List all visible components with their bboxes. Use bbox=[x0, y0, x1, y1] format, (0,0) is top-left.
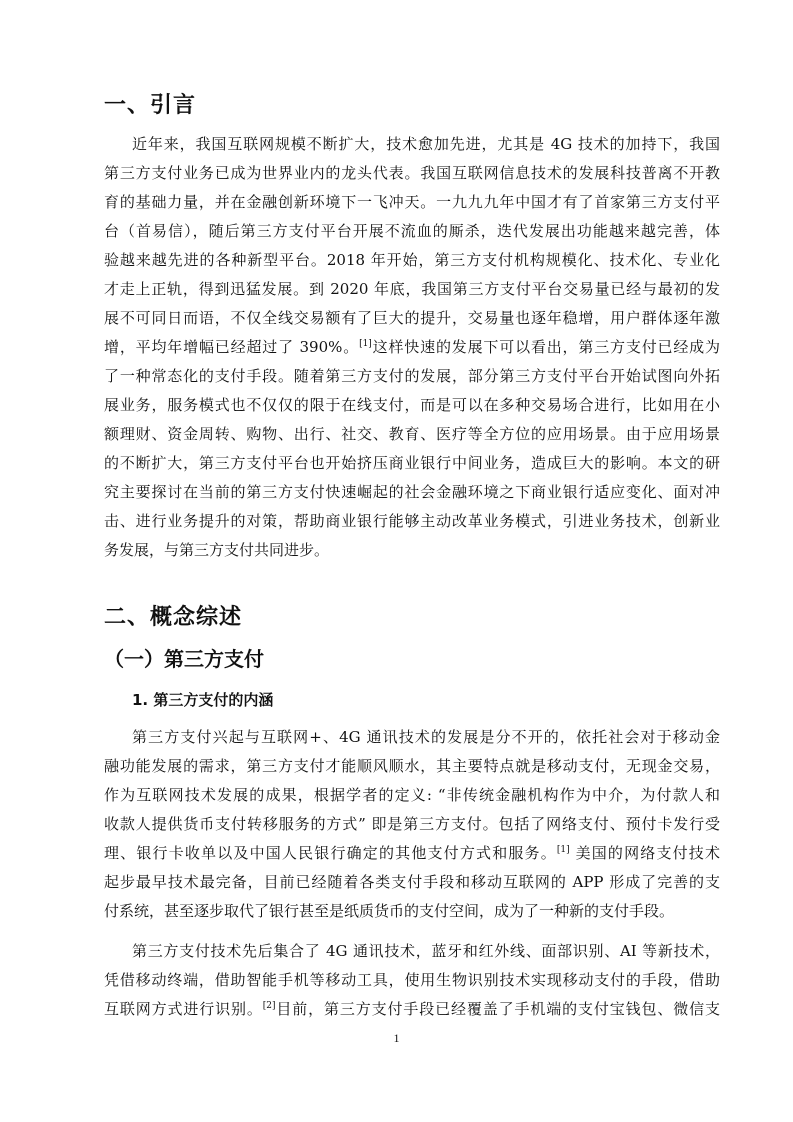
text-line: 额理财、资金周转、购物、出行、社交、教育、医疗等全方位的应用场景。由于应用场景 bbox=[104, 425, 720, 443]
heading-connotation: 1. 第三方支付的内涵 bbox=[132, 691, 274, 709]
heading-introduction: 一、引言 bbox=[104, 93, 197, 118]
text-line: 增，平均年增幅已经超过了 390%。[1]这样快速的发展下可以看出，第三方支付已经成为 bbox=[104, 338, 720, 356]
text-line: 的不断扩大，第三方支付平台也开始挤压商业银行中间业务，造成巨大的影响。本文的研 bbox=[104, 454, 720, 472]
text-line: 验越来越先进的各种新型平台。2018 年开始，第三方支付机构规模化、技术化、专业化 bbox=[104, 251, 720, 269]
heading-third-party-payment: （一）第三方支付 bbox=[104, 647, 264, 671]
text-line: 互联网方式进行识别。[2]目前，第三方支付手段已经覆盖了手机端的支付宝钱包、微信支 bbox=[104, 1000, 720, 1018]
paragraph-introduction bbox=[104, 130, 720, 565]
text-line: 理、银行卡收单以及中国人民银行确定的其他支付方式和服务。[1] 美国的网络支付技术 bbox=[104, 844, 720, 862]
text-line: 第三方支付技术先后集合了 4G 通讯技术，蓝牙和红外线、面部识别、AI 等新技术， bbox=[132, 942, 720, 960]
page-number: 1 bbox=[393, 1031, 400, 1045]
text-line: 务发展，与第三方支付共同进步。 bbox=[104, 541, 330, 559]
paragraph-technology bbox=[104, 937, 720, 1024]
text-line: 收款人提供货币支付转移服务的方式” 即是第三方支付。包括了网络支付、预付卡发行受 bbox=[104, 815, 720, 833]
text-line: 才走上正轨，得到迅猛发展。到 2020 年底，我国第三方支付平台交易量已经与最初的发 bbox=[104, 280, 720, 298]
text-line: 了一种常态化的支付手段。随着第三方支付的发展，部分第三方支付平台开始试图向外拓 bbox=[104, 367, 720, 385]
heading-concept-overview: 二、概念综述 bbox=[104, 605, 243, 630]
text-line: 付系统，甚至逐步取代了银行甚至是纸质货币的支付空间，成为了一种新的支付手段。 bbox=[104, 902, 675, 920]
text-line: 第三方支付兴起与互联网+、4G 通讯技术的发展是分不开的，依托社会对于移动金 bbox=[132, 728, 720, 746]
text-line: 究主要探讨在当前的第三方支付快速崛起的社会金融环境之下商业银行适应变化、面对冲 bbox=[104, 483, 720, 501]
text-line: 击、进行业务提升的对策，帮助商业银行能够主动改革业务模式，引进业务技术，创新业 bbox=[104, 512, 720, 530]
text-line: 凭借移动终端，借助智能手机等移动工具，使用生物识别技术实现移动支付的手段，借助 bbox=[104, 971, 720, 989]
text-line: 台（首易信），随后第三方支付平台开展不流血的厮杀，迭代发展出功能越来越完善，体 bbox=[104, 222, 720, 240]
text-line: 融功能发展的需求，第三方支付才能顺风顺水，其主要特点就是移动支付，无现金交易， bbox=[104, 757, 720, 775]
text-line: 展业务，服务模式也不仅仅的限于在线支付，而是可以在多种交易场合进行，比如用在小 bbox=[104, 396, 720, 414]
text-line: 展不可同日而语，不仅全线交易额有了巨大的提升，交易量也逐年稳增，用户群体逐年激 bbox=[104, 309, 720, 327]
paragraph-connotation bbox=[104, 723, 720, 926]
text-line: 作为互联网技术发展的成果，根据学者的定义: “非传统金融机构作为中介，为付款人和 bbox=[104, 786, 720, 804]
text-line: 近年来，我国互联网规模不断扩大，技术愈加先进，尤其是 4G 技术的加持下，我国 bbox=[132, 135, 720, 153]
text-line: 第三方支付业务已成为世界业内的龙头代表。我国互联网信息技术的发展科技普离不开教 bbox=[104, 164, 720, 182]
text-line: 育的基础力量，并在金融创新环境下一飞冲天。一九九九年中国才有了首家第三方支付平 bbox=[104, 193, 720, 211]
text-line: 起步最早技术最完备，目前已经随着各类支付手段和移动互联网的 APP 形成了完善的支 bbox=[104, 873, 720, 891]
